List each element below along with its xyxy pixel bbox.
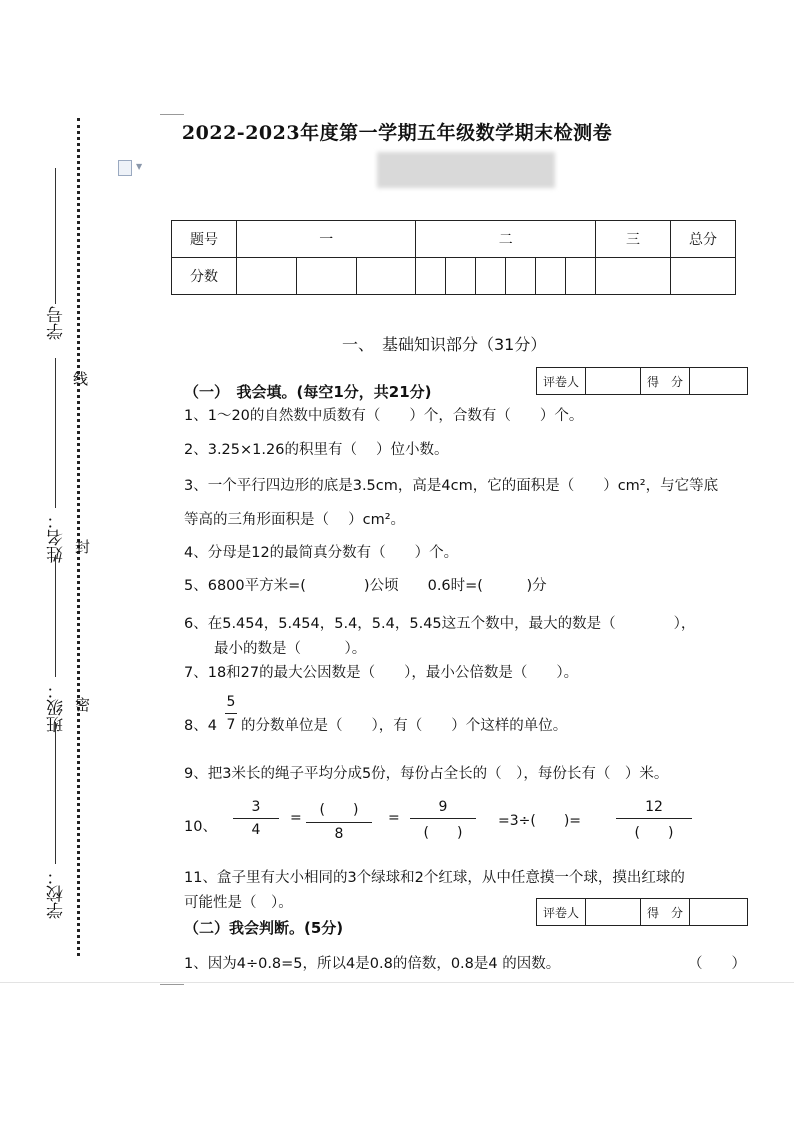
blurred-subtitle <box>377 152 555 188</box>
seal-word-xian: 线 <box>73 370 89 388</box>
score-header-label: 题号 <box>172 221 237 258</box>
q10-fraction-4 <box>616 799 692 842</box>
score-cell[interactable] <box>596 258 671 295</box>
page-title: 2022-2023年度第一学期五年级数学期末检测卷 <box>181 122 613 144</box>
grader-box-2 <box>536 898 748 926</box>
fraction-bar <box>306 822 372 823</box>
question-8-body: 的分数单位是（ ），有（ ）个这样的单位。 <box>241 718 568 734</box>
question-8-prefix: 8、4 <box>184 718 217 734</box>
question-7: 7、18和27的最大公因数是（ ），最小公倍数是（ ）。 <box>184 665 579 681</box>
name-label: 姓名： <box>47 512 67 563</box>
class-label: 班级： <box>47 682 67 733</box>
judge-question-1: 1、因为4÷0.8=5，所以4是0.8的倍数，0.8是4 的因数。 <box>184 956 561 972</box>
grader-reviewer-cell[interactable] <box>586 899 641 926</box>
score-row-label: 分数 <box>172 258 237 295</box>
q10-fraction-2 <box>306 799 372 842</box>
class-line <box>55 555 56 677</box>
question-9: 9、把3米长的绳子平均分成5份，每份占全长的（ ），每份长有（ ）米。 <box>184 766 669 782</box>
question-4: 4、分母是12的最简真分数有（ ）个。 <box>184 545 459 561</box>
crop-mark-bottom <box>160 984 184 985</box>
fraction-numerator: 5 <box>226 694 236 710</box>
question-3-line-1: 3、一个平行四边形的底是3.5cm，高是4cm，它的面积是（ ）cm²，与它等底 <box>184 478 719 494</box>
fraction-bar <box>410 818 476 819</box>
fraction-denominator: 4 <box>251 822 261 838</box>
question-11-line-2: 可能性是（ ）。 <box>184 895 293 911</box>
question-2: 2、3.25×1.26的积里有（ ）位小数。 <box>184 442 449 458</box>
judge-answer-paren[interactable]: （ ） <box>688 956 746 972</box>
q10-equals-2: = <box>388 810 400 826</box>
grader-reviewer-cell[interactable] <box>586 368 641 395</box>
fraction-denominator: ( ) <box>634 825 674 841</box>
fraction-numerator: ( ) <box>319 802 359 818</box>
q10-division: =3÷( )= <box>498 813 582 829</box>
fraction-bar <box>233 818 279 819</box>
section-1-title: 一、 基础知识部分（31分） <box>342 335 547 354</box>
score-header-part1: 一 <box>237 221 416 258</box>
fraction-bar <box>616 818 692 819</box>
score-cell[interactable] <box>671 258 736 295</box>
score-cell[interactable] <box>566 258 596 295</box>
score-header-total: 总分 <box>671 221 736 258</box>
question-10-label: 10、 <box>184 819 217 835</box>
school-line <box>55 722 56 864</box>
grader-score-cell[interactable] <box>690 899 748 926</box>
student-no-label: 学号 <box>47 306 67 340</box>
fraction-denominator: 8 <box>334 826 344 842</box>
question-1: 1、1～20的自然数中质数有（ ）个，合数有（ ）个。 <box>184 408 584 424</box>
score-cell[interactable] <box>536 258 566 295</box>
score-cell[interactable] <box>506 258 536 295</box>
score-cell[interactable] <box>296 258 356 295</box>
crop-mark-top <box>160 114 184 115</box>
chevron-down-icon[interactable]: ▼ <box>136 162 143 171</box>
seal-word-feng: 封 <box>75 538 91 556</box>
student-no-line <box>55 168 56 304</box>
score-cell[interactable] <box>476 258 506 295</box>
question-11-line-1: 11、盒子里有大小相同的3个绿球和2个红球，从中任意摸一个球，摸出红球的 <box>184 870 685 886</box>
question-5: 5、6800平方米=( )公顷 0.6时=( )分 <box>184 578 547 594</box>
score-cell[interactable] <box>416 258 446 295</box>
document-icon[interactable] <box>118 160 132 176</box>
q10-equals-1: = <box>290 810 302 826</box>
question-6-line-2: 最小的数是（ ）。 <box>214 641 367 657</box>
fraction-denominator: ( ) <box>423 825 463 841</box>
seal-word-mi: 密 <box>75 696 91 714</box>
score-header-part2: 二 <box>416 221 596 258</box>
fraction-numerator: 9 <box>438 799 448 815</box>
name-line <box>55 358 56 508</box>
school-label: 学校： <box>47 868 67 919</box>
question-6-line-1: 6、在5.454，5.454，5.4，5.4，5.45这五个数中，最大的数是（ ）， <box>184 616 696 632</box>
q10-fraction-3 <box>410 799 476 842</box>
fraction-numerator: 12 <box>645 799 663 815</box>
score-cell[interactable] <box>446 258 476 295</box>
part-1-title: （一） 我会填。(每空1分，共21分) <box>184 383 432 401</box>
grader-score-label: 得 分 <box>641 899 690 926</box>
fraction-numerator: 3 <box>251 799 261 815</box>
grader-reviewer-label: 评卷人 <box>537 899 586 926</box>
grader-score-label: 得 分 <box>641 368 690 395</box>
fraction-denominator: 7 <box>226 717 236 733</box>
score-header-part3: 三 <box>596 221 671 258</box>
grader-score-cell[interactable] <box>690 368 748 395</box>
score-cell[interactable] <box>356 258 416 295</box>
score-cell[interactable] <box>237 258 297 295</box>
question-3-line-2: 等高的三角形面积是（ ）cm²。 <box>184 512 406 528</box>
grader-reviewer-label: 评卷人 <box>537 368 586 395</box>
score-table <box>171 220 736 295</box>
part-2-title: （二）我会判断。(5分) <box>184 919 344 937</box>
fraction-bar <box>225 713 237 714</box>
grader-box-1 <box>536 367 748 395</box>
question-8-fraction <box>225 694 237 733</box>
q10-fraction-1 <box>233 799 279 838</box>
page-bottom-rule <box>0 982 794 983</box>
